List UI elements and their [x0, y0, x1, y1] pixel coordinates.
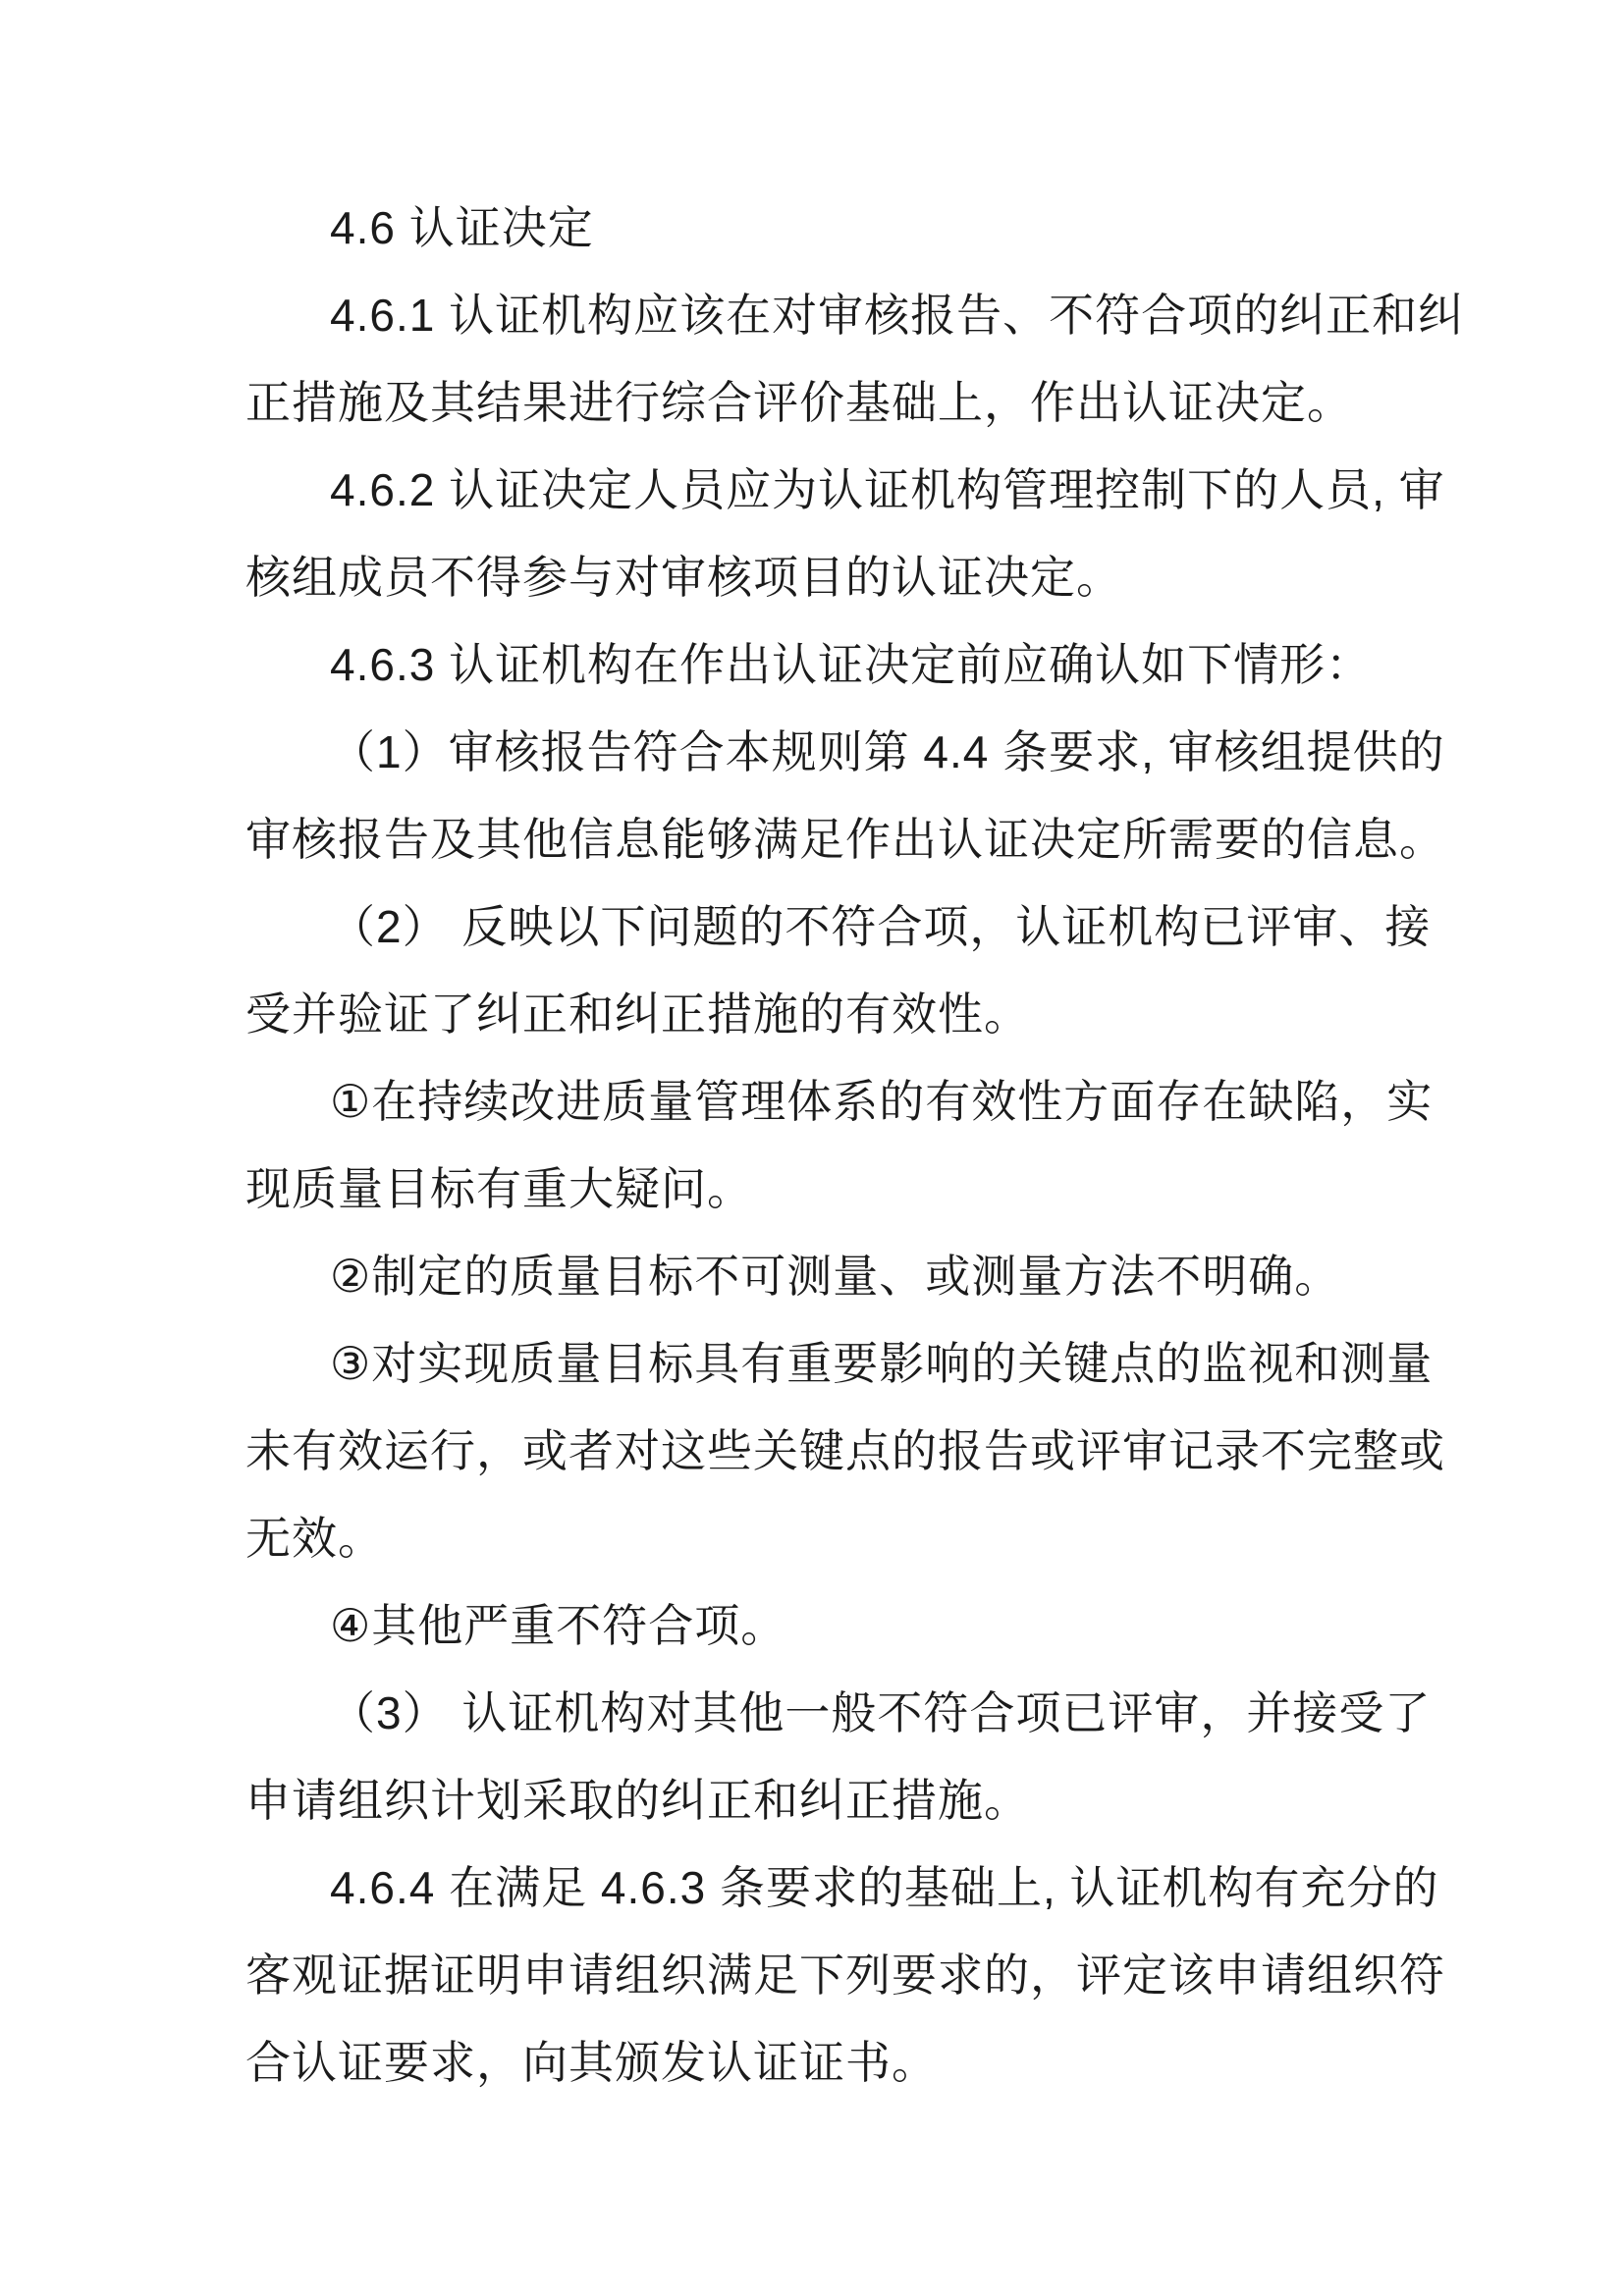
- para-4-6-4-line-3: 合认证要求，向其颁发认证证书。: [245, 2037, 938, 2088]
- para-4-6-4-line-2: 客观证据证明申请组织满足下列要求的，评定该申请组织符: [245, 1949, 1445, 2001]
- para-4-6-2-line-1: 4.6.2 认证决定人员应为认证机构管理控制下的人员, 审: [330, 464, 1445, 515]
- item-1-line-1: （1）审核报告符合本规则第 4.4 条要求, 审核组提供的: [330, 726, 1445, 777]
- subitem-3-line-2: 未有效运行，或者对这些关键点的报告或评审记录不完整或: [245, 1425, 1445, 1476]
- item-3-line-1: （3） 认证机构对其他一般不符合项已评审，并接受了: [330, 1687, 1432, 1738]
- item-1-line-2: 审核报告及其他信息能够满足作出认证决定所需要的信息。: [245, 814, 1445, 865]
- document-text-block: [245, 185, 1473, 2107]
- subitem-3-line-3: 无效。: [245, 1513, 384, 1564]
- subitem-2: ②制定的质量目标不可测量、或测量方法不明确。: [330, 1251, 1341, 1302]
- para-4-6-2-line-2: 核组成员不得参与对审核项目的认证决定。: [245, 552, 1122, 603]
- para-4-6-3-intro: 4.6.3 认证机构在作出认证决定前应确认如下情形：: [330, 639, 1373, 690]
- para-4-6-4-line-1: 4.6.4 在满足 4.6.3 条要求的基础上, 认证机构有充分的: [330, 1862, 1439, 1913]
- para-4-6-1-line-2: 正措施及其结果进行综合评价基础上，作出认证决定。: [245, 377, 1353, 428]
- subitem-4: ④其他严重不符合项。: [330, 1600, 787, 1651]
- subitem-1-line-1: ①在持续改进质量管理体系的有效性方面存在缺陷，实: [330, 1076, 1434, 1127]
- subitem-1-line-2: 现质量目标有重大疑问。: [245, 1163, 753, 1214]
- heading-4-6: 4.6 认证决定: [330, 202, 594, 253]
- subitem-3-line-1: ③对实现质量目标具有重要影响的关键点的监视和测量: [330, 1338, 1434, 1389]
- item-2-line-2: 受并验证了纠正和纠正措施的有效性。: [245, 988, 1030, 1040]
- para-4-6-1-line-1: 4.6.1 认证机构应该在对审核报告、不符合项的纠正和纠: [330, 290, 1465, 341]
- item-2-line-1: （2） 反映以下问题的不符合项，认证机构已评审、接: [330, 901, 1432, 952]
- item-3-line-2: 申请组织计划采取的纠正和纠正措施。: [245, 1775, 1030, 1826]
